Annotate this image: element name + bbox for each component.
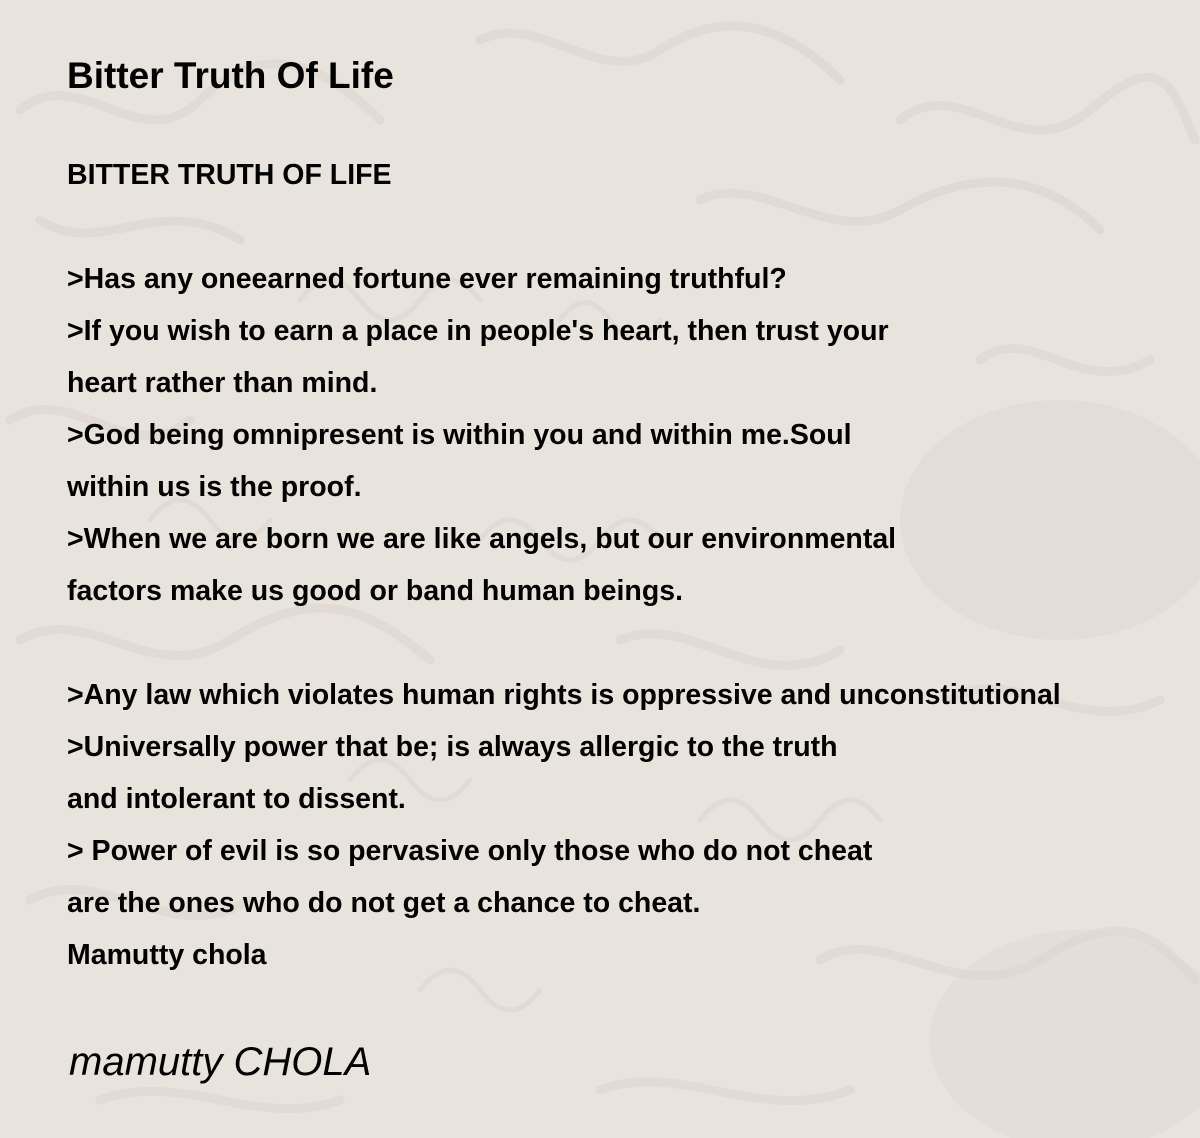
poem-line: >Any law which violates human rights is oppressive and unconstitutional: [67, 679, 1061, 711]
poem-line: >God being omnipresent is within you and within me.Soul: [67, 419, 852, 451]
poem-line: >When we are born we are like angels, but our environmental: [67, 523, 897, 555]
poem-line: factors make us good or band human beings.: [67, 575, 684, 607]
poem-line: within us is the proof.: [67, 471, 362, 503]
poem-line: [67, 617, 1061, 669]
poem-line: BITTER TRUTH OF LIFE: [67, 159, 392, 191]
poem-line: heart rather than mind.: [67, 367, 378, 399]
poem-line: are the ones who do not get a chance to cheat.: [67, 887, 701, 919]
poem-line: >Has any oneearned fortune ever remaining truthful?: [67, 263, 787, 295]
poem-author: mamutty CHOLA: [69, 1040, 372, 1084]
poem-line: >Universally power that be; is always allergic to the truth: [67, 731, 838, 763]
poem-line: Mamutty chola: [67, 939, 267, 971]
poem-line: [67, 201, 1061, 253]
poem-line: > Power of evil is so pervasive only those who do not cheat: [67, 835, 873, 867]
poem-title: Bitter Truth Of Life: [67, 55, 394, 96]
poem-body: [67, 149, 1061, 981]
poem-line: >If you wish to earn a place in people's heart, then trust your: [67, 315, 889, 347]
poem-line: and intolerant to dissent.: [67, 783, 406, 815]
